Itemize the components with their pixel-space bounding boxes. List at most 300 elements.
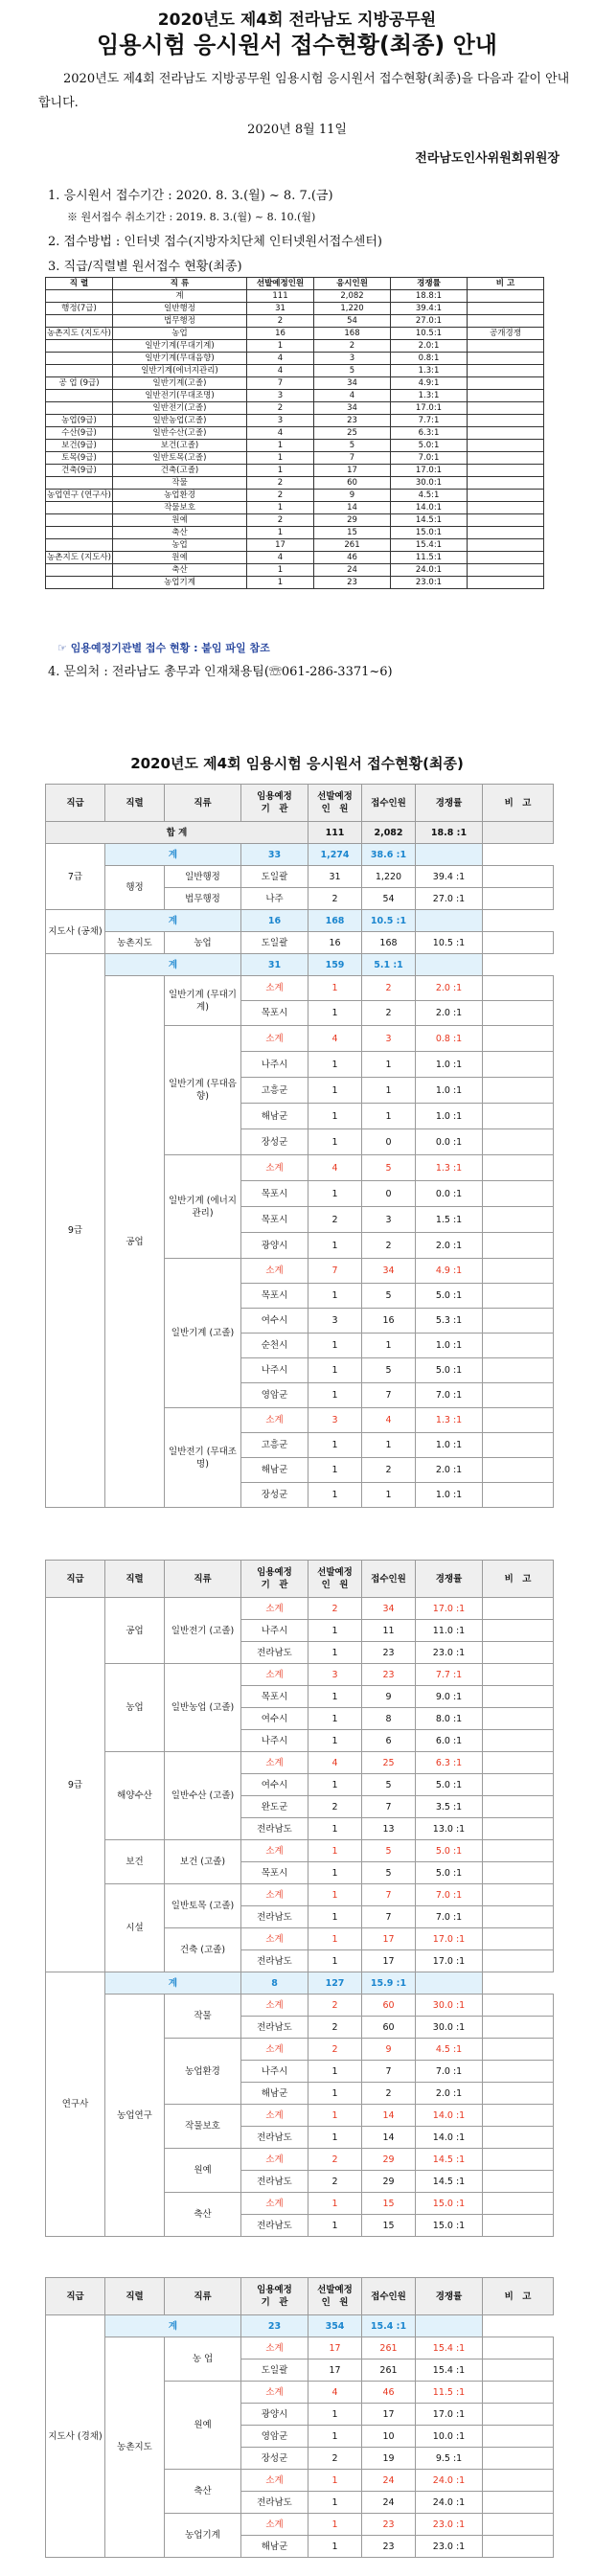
class-cell: 축산 xyxy=(165,2193,241,2237)
summary-cell: 16 xyxy=(247,328,314,340)
header-ratio: 경쟁률 xyxy=(416,2278,483,2315)
org-cell: 여수시 xyxy=(241,1309,308,1334)
summary-cell: 일반전기(고졸) xyxy=(113,402,247,415)
org-cell: 광양시 xyxy=(241,2404,308,2426)
note-cell xyxy=(483,2514,554,2536)
org-cell: 목포시 xyxy=(241,1001,308,1026)
ratio-cell: 23.0 :1 xyxy=(416,2514,483,2536)
grand-total-ratio: 18.8 :1 xyxy=(416,822,483,844)
apply-cell: 54 xyxy=(362,888,416,910)
grade-cell: 9급 xyxy=(46,1598,105,1972)
sum-label: 계 xyxy=(105,2315,241,2337)
summary-cell: 1 xyxy=(247,527,314,539)
note-cell xyxy=(483,1408,554,1433)
class-cell: 건축 (고졸) xyxy=(165,1928,241,1972)
ratio-cell: 7.0 :1 xyxy=(416,1383,483,1408)
summary-cell: 14 xyxy=(314,502,391,514)
apply-cell: 5 xyxy=(362,1840,416,1862)
note-cell xyxy=(483,866,554,888)
summary-cell: 24.0:1 xyxy=(391,564,468,577)
summary-cell: 1 xyxy=(247,577,314,589)
summary-cell: 15.4:1 xyxy=(391,539,468,552)
summary-cell: 34 xyxy=(314,402,391,415)
summary-header-cell: 선발예정인원 xyxy=(247,278,314,290)
org-cell: 소계 xyxy=(241,2470,308,2492)
ratio-cell: 38.6 :1 xyxy=(362,844,416,866)
summary-cell xyxy=(468,290,544,303)
plan-cell: 2 xyxy=(308,2039,362,2061)
summary-row xyxy=(46,303,544,315)
apply-cell: 23 xyxy=(362,1664,416,1686)
summary-cell xyxy=(468,539,544,552)
class-cell: 원예 xyxy=(165,2382,241,2470)
ratio-cell: 0.0 :1 xyxy=(416,1129,483,1155)
org-cell: 전라남도 xyxy=(241,2127,308,2149)
class-cell: 일반기계 (무대음향) xyxy=(165,1026,241,1155)
table-row xyxy=(46,1972,554,1995)
note-cell xyxy=(483,1129,554,1155)
org-cell: 장성군 xyxy=(241,1129,308,1155)
summary-cell: 5.0:1 xyxy=(391,440,468,452)
ratio-cell: 6.0 :1 xyxy=(416,1730,483,1752)
plan-cell: 1 xyxy=(308,1950,362,1972)
table-row xyxy=(46,1664,554,1686)
org-cell: 소계 xyxy=(241,2337,308,2359)
summary-cell: 7 xyxy=(314,452,391,465)
summary-cell: 23.0:1 xyxy=(391,577,468,589)
note-cell xyxy=(483,1181,554,1207)
summary-cell: 111 xyxy=(247,290,314,303)
note-cell xyxy=(416,910,483,932)
org-cell: 도일괄 xyxy=(241,932,308,954)
summary-cell xyxy=(46,402,113,415)
org-cell: 소계 xyxy=(241,2105,308,2127)
detail-table-2 xyxy=(45,1560,553,2291)
summary-row xyxy=(46,315,544,328)
class-cell: 작물 xyxy=(165,1995,241,2039)
summary-cell: 5 xyxy=(314,365,391,377)
plan-cell: 2 xyxy=(308,888,362,910)
apply-cell: 34 xyxy=(362,1598,416,1620)
apply-cell: 9 xyxy=(362,2039,416,2061)
header-org-line2: 기 관 xyxy=(261,804,288,814)
summary-cell xyxy=(468,490,544,502)
note-cell xyxy=(483,2215,554,2237)
summary-cell: 법무행정 xyxy=(113,315,247,328)
summary-cell: 공개경쟁 xyxy=(468,328,544,340)
summary-cell: 수산(9급) xyxy=(46,427,113,440)
plan-cell: 7 xyxy=(308,1259,362,1284)
summary-cell: 29 xyxy=(314,514,391,527)
header-apply: 접수인원 xyxy=(362,2278,416,2315)
plan-cell: 1 xyxy=(308,2061,362,2083)
apply-cell: 25 xyxy=(362,1752,416,1774)
summary-cell: 25 xyxy=(314,427,391,440)
ratio-cell: 17.0 :1 xyxy=(416,1950,483,1972)
summary-cell xyxy=(46,290,113,303)
plan-cell: 1 xyxy=(308,1774,362,1796)
apply-cell: 29 xyxy=(362,2171,416,2193)
ratio-cell: 17.0 :1 xyxy=(416,1598,483,1620)
header-org-line2: 기 관 xyxy=(261,2297,288,2308)
plan-cell: 1 xyxy=(308,1383,362,1408)
summary-cell: 27.0:1 xyxy=(391,315,468,328)
plan-cell: 1 xyxy=(308,1483,362,1508)
summary-cell: 행정(7급) xyxy=(46,303,113,315)
plan-cell: 2 xyxy=(308,2017,362,2039)
org-cell: 소계 xyxy=(241,2514,308,2536)
header-plan xyxy=(308,2278,362,2315)
note-cell xyxy=(483,976,554,1001)
plan-cell: 1 xyxy=(308,1458,362,1483)
summary-cell: 15 xyxy=(314,527,391,539)
note-cell xyxy=(483,1259,554,1284)
class-cell: 농업 xyxy=(165,932,241,954)
summary-cell: 일반토목(고졸) xyxy=(113,452,247,465)
summary-row xyxy=(46,390,544,402)
summary-cell: 건축(9급) xyxy=(46,465,113,477)
summary-cell: 일반기계(에너지관리) xyxy=(113,365,247,377)
apply-cell: 17 xyxy=(362,1928,416,1950)
apply-cell: 23 xyxy=(362,1642,416,1664)
summary-cell: 17.0:1 xyxy=(391,402,468,415)
attachment-note: ☞ 임용예정기관별 접수 현황 : 붙임 파일 참조 xyxy=(57,642,270,654)
org-cell: 나주시 xyxy=(241,1620,308,1642)
org-cell: 목포시 xyxy=(241,1181,308,1207)
plan-cell: 1 xyxy=(308,2536,362,2558)
apply-cell: 15 xyxy=(362,2215,416,2237)
org-cell: 광양시 xyxy=(241,1233,308,1259)
summary-cell: 1 xyxy=(247,452,314,465)
summary-cell: 원예 xyxy=(113,552,247,564)
ratio-cell: 10.5 :1 xyxy=(416,932,483,954)
plan-cell: 2 xyxy=(308,1598,362,1620)
grand-total-apply: 2,082 xyxy=(362,822,416,844)
summary-row xyxy=(46,577,544,589)
plan-cell: 1 xyxy=(308,1233,362,1259)
header-class: 직류 xyxy=(165,785,241,822)
summary-cell xyxy=(468,365,544,377)
class-cell: 일반수산 (고졸) xyxy=(165,1752,241,1840)
summary-cell: 2,082 xyxy=(314,290,391,303)
summary-cell: 1 xyxy=(247,502,314,514)
summary-cell xyxy=(468,527,544,539)
series-cell: 공업 xyxy=(105,976,165,1508)
org-cell: 영암군 xyxy=(241,1383,308,1408)
plan-cell: 17 xyxy=(308,2359,362,2382)
ratio-cell: 5.0 :1 xyxy=(416,1358,483,1383)
plan-cell: 1 xyxy=(308,1334,362,1358)
header-series: 직렬 xyxy=(105,2278,165,2315)
summary-cell: 7.7:1 xyxy=(391,415,468,427)
summary-cell: 261 xyxy=(314,539,391,552)
org-cell: 소계 xyxy=(241,2149,308,2171)
ratio-cell: 2.0 :1 xyxy=(416,2083,483,2105)
summary-cell: 농업기계 xyxy=(113,577,247,589)
summary-cell: 1 xyxy=(247,440,314,452)
note-cell xyxy=(483,1774,554,1796)
summary-cell: 23 xyxy=(314,415,391,427)
note-cell xyxy=(483,2470,554,2492)
apply-cell: 2 xyxy=(362,1233,416,1259)
summary-cell xyxy=(468,502,544,514)
apply-cell: 7 xyxy=(362,1796,416,1818)
plan-cell: 1 xyxy=(308,2083,362,2105)
notice-item-period: 1. 응시원서 접수기간 : 2020. 8. 3.(월) ~ 8. 7.(금) xyxy=(48,189,333,203)
summary-cell: 60 xyxy=(314,477,391,490)
header-org-line1: 임용예정 xyxy=(257,2285,292,2295)
class-cell: 축산 xyxy=(165,2470,241,2514)
org-cell: 목포시 xyxy=(241,1862,308,1884)
plan-cell: 4 xyxy=(308,1155,362,1181)
class-cell: 일반전기 (고졸) xyxy=(165,1598,241,1664)
summary-cell: 건축(고졸) xyxy=(113,465,247,477)
summary-cell xyxy=(468,340,544,353)
header-apply: 접수인원 xyxy=(362,1561,416,1598)
plan-cell: 4 xyxy=(308,1026,362,1052)
plan-cell: 1 xyxy=(308,1906,362,1928)
header-org-line1: 임용예정 xyxy=(257,791,292,802)
summary-cell xyxy=(46,315,113,328)
header-ratio: 경쟁률 xyxy=(416,1561,483,1598)
summary-cell: 농업 xyxy=(113,539,247,552)
org-cell: 전라남도 xyxy=(241,1642,308,1664)
summary-cell: 공 업 (9급) xyxy=(46,377,113,390)
class-cell: 일반기계 (무대기계) xyxy=(165,976,241,1026)
summary-cell: 4 xyxy=(247,353,314,365)
plan-cell: 1 xyxy=(308,1433,362,1458)
summary-cell: 7 xyxy=(247,377,314,390)
note-cell xyxy=(483,1104,554,1129)
ratio-cell: 5.0 :1 xyxy=(416,1840,483,1862)
ratio-cell: 15.4 :1 xyxy=(416,2359,483,2382)
plan-cell: 1 xyxy=(308,1708,362,1730)
note-cell xyxy=(483,2426,554,2448)
apply-cell: 2 xyxy=(362,976,416,1001)
table-row xyxy=(46,976,554,1001)
series-cell: 행정 xyxy=(105,866,165,910)
org-cell: 해남군 xyxy=(241,2536,308,2558)
note-cell xyxy=(483,1155,554,1181)
summary-cell: 농촌지도 (지도사) xyxy=(47,552,111,562)
apply-cell: 7 xyxy=(362,1884,416,1906)
summary-cell: 1 xyxy=(247,564,314,577)
note-cell xyxy=(483,1862,554,1884)
summary-cell xyxy=(46,477,113,490)
apply-cell: 7 xyxy=(362,2061,416,2083)
org-cell: 소계 xyxy=(241,2193,308,2215)
plan-cell: 1 xyxy=(308,2514,362,2536)
summary-cell: 31 xyxy=(247,303,314,315)
ratio-cell: 30.0 :1 xyxy=(416,1995,483,2017)
plan-cell: 1 xyxy=(308,1620,362,1642)
note-cell xyxy=(483,1995,554,2017)
plan-cell: 31 xyxy=(308,866,362,888)
table-row xyxy=(46,1752,554,1774)
grade-cell: 9급 xyxy=(46,954,105,1508)
table-row xyxy=(46,1995,554,2017)
summary-cell xyxy=(468,514,544,527)
apply-cell: 29 xyxy=(362,2149,416,2171)
note-cell xyxy=(483,1207,554,1233)
apply-cell: 46 xyxy=(362,2382,416,2404)
note-cell xyxy=(483,2105,554,2127)
note-cell xyxy=(483,1078,554,1104)
summary-cell xyxy=(46,502,113,514)
class-cell: 원예 xyxy=(165,2149,241,2193)
summary-row xyxy=(46,353,544,365)
summary-cell xyxy=(468,552,544,564)
summary-cell: 2 xyxy=(247,514,314,527)
summary-cell: 일반수산(고졸) xyxy=(113,427,247,440)
ratio-cell: 7.0 :1 xyxy=(416,2061,483,2083)
summary-row xyxy=(46,452,544,465)
summary-cell: 4.9:1 xyxy=(391,377,468,390)
summary-cell xyxy=(46,527,113,539)
header-ratio: 경쟁률 xyxy=(416,785,483,822)
apply-cell: 354 xyxy=(308,2315,362,2337)
org-cell: 소계 xyxy=(241,1928,308,1950)
ratio-cell: 15.4 :1 xyxy=(416,2337,483,2359)
series-cell: 농업연구 xyxy=(105,1995,165,2237)
org-cell: 해남군 xyxy=(241,1458,308,1483)
apply-cell: 2 xyxy=(362,2083,416,2105)
note-cell xyxy=(483,1433,554,1458)
class-cell: 일반전기 (무대조명) xyxy=(165,1408,241,1508)
org-cell: 고흥군 xyxy=(241,1433,308,1458)
summary-cell: 1 xyxy=(247,340,314,353)
ratio-cell: 7.0 :1 xyxy=(416,1884,483,1906)
note-cell xyxy=(483,1950,554,1972)
ratio-cell: 15.0 :1 xyxy=(416,2193,483,2215)
summary-cell xyxy=(468,315,544,328)
series-cell: 농촌지도 xyxy=(105,932,165,954)
summary-cell: 9 xyxy=(314,490,391,502)
plan-cell: 16 xyxy=(308,932,362,954)
org-cell: 나주 xyxy=(241,888,308,910)
org-cell: 소계 xyxy=(241,1664,308,1686)
apply-cell: 23 xyxy=(362,2514,416,2536)
summary-cell xyxy=(46,365,113,377)
apply-cell: 3 xyxy=(362,1207,416,1233)
apply-cell: 19 xyxy=(362,2448,416,2470)
apply-cell: 60 xyxy=(362,2017,416,2039)
ratio-cell: 23.0 :1 xyxy=(416,1642,483,1664)
summary-row xyxy=(46,539,544,552)
ratio-cell: 14.5 :1 xyxy=(416,2171,483,2193)
summary-header-cell: 직 류 xyxy=(113,278,247,290)
summary-row xyxy=(46,514,544,527)
summary-cell: 보건(9급) xyxy=(46,440,113,452)
summary-cell xyxy=(468,390,544,402)
note-cell xyxy=(483,1001,554,1026)
ratio-cell: 17.0 :1 xyxy=(416,1928,483,1950)
summary-row xyxy=(46,377,544,390)
ratio-cell: 1.3 :1 xyxy=(416,1408,483,1433)
ratio-cell: 1.0 :1 xyxy=(416,1433,483,1458)
note-cell xyxy=(483,2017,554,2039)
ratio-cell: 1.0 :1 xyxy=(416,1078,483,1104)
plan-cell: 31 xyxy=(241,954,308,976)
apply-cell: 4 xyxy=(362,1408,416,1433)
note-cell xyxy=(483,1052,554,1078)
summary-cell xyxy=(46,564,113,577)
org-cell: 소계 xyxy=(241,1840,308,1862)
grand-total-plan: 111 xyxy=(308,822,362,844)
summary-cell: 17 xyxy=(314,465,391,477)
ratio-cell: 14.0 :1 xyxy=(416,2127,483,2149)
note-cell xyxy=(483,1884,554,1906)
header-plan-line2: 인 원 xyxy=(321,2297,349,2308)
note-cell xyxy=(483,2536,554,2558)
plan-cell: 1 xyxy=(308,1730,362,1752)
plan-cell: 1 xyxy=(308,1104,362,1129)
note-cell xyxy=(483,2382,554,2404)
ratio-cell: 14.5 :1 xyxy=(416,2149,483,2171)
apply-cell: 2 xyxy=(362,1458,416,1483)
summary-row xyxy=(46,328,544,340)
ratio-cell: 2.0 :1 xyxy=(416,1458,483,1483)
summary-cell: 4 xyxy=(247,365,314,377)
sum-label: 계 xyxy=(105,910,241,932)
header-note: 비 고 xyxy=(483,2278,554,2315)
summary-cell xyxy=(468,465,544,477)
ratio-cell: 8.0 :1 xyxy=(416,1708,483,1730)
ratio-cell: 1.0 :1 xyxy=(416,1483,483,1508)
summary-cell: 1.3:1 xyxy=(391,390,468,402)
plan-cell: 1 xyxy=(308,2426,362,2448)
header-series: 직렬 xyxy=(105,1561,165,1598)
ratio-cell: 11.5 :1 xyxy=(416,2382,483,2404)
summary-cell xyxy=(468,440,544,452)
ratio-cell: 39.4 :1 xyxy=(416,866,483,888)
org-cell: 해남군 xyxy=(241,2083,308,2105)
summary-cell xyxy=(468,303,544,315)
summary-cell: 54 xyxy=(314,315,391,328)
note-cell xyxy=(483,1458,554,1483)
table-row xyxy=(46,954,554,976)
org-cell: 소계 xyxy=(241,976,308,1001)
note-cell xyxy=(483,2337,554,2359)
summary-cell: 일반전기(무대조명) xyxy=(113,390,247,402)
summary-header-cell: 비 고 xyxy=(468,278,544,290)
note-cell xyxy=(483,932,554,954)
note-cell xyxy=(483,2193,554,2215)
ratio-cell: 9.0 :1 xyxy=(416,1686,483,1708)
summary-cell: 30.0:1 xyxy=(391,477,468,490)
plan-cell: 4 xyxy=(308,1752,362,1774)
org-cell: 전라남도 xyxy=(241,1818,308,1840)
apply-cell: 1 xyxy=(362,1433,416,1458)
plan-cell: 1 xyxy=(308,2492,362,2514)
note-cell xyxy=(483,1708,554,1730)
summary-cell: 농업(9급) xyxy=(46,415,113,427)
apply-cell: 127 xyxy=(308,1972,362,1995)
summary-cell xyxy=(46,514,113,527)
header-grade: 직급 xyxy=(46,2278,105,2315)
header-grade: 직급 xyxy=(46,785,105,822)
plan-cell: 2 xyxy=(308,2171,362,2193)
summary-cell: 축산 xyxy=(113,564,247,577)
summary-cell: 2 xyxy=(247,477,314,490)
header-plan-line1: 선발예정 xyxy=(317,1567,353,1578)
summary-cell: 11.5:1 xyxy=(391,552,468,564)
plan-cell: 2 xyxy=(308,2149,362,2171)
ratio-cell: 5.3 :1 xyxy=(416,1309,483,1334)
summary-cell: 17 xyxy=(247,539,314,552)
notice-date: 2020년 8월 11일 xyxy=(247,123,347,137)
note-cell xyxy=(483,1906,554,1928)
